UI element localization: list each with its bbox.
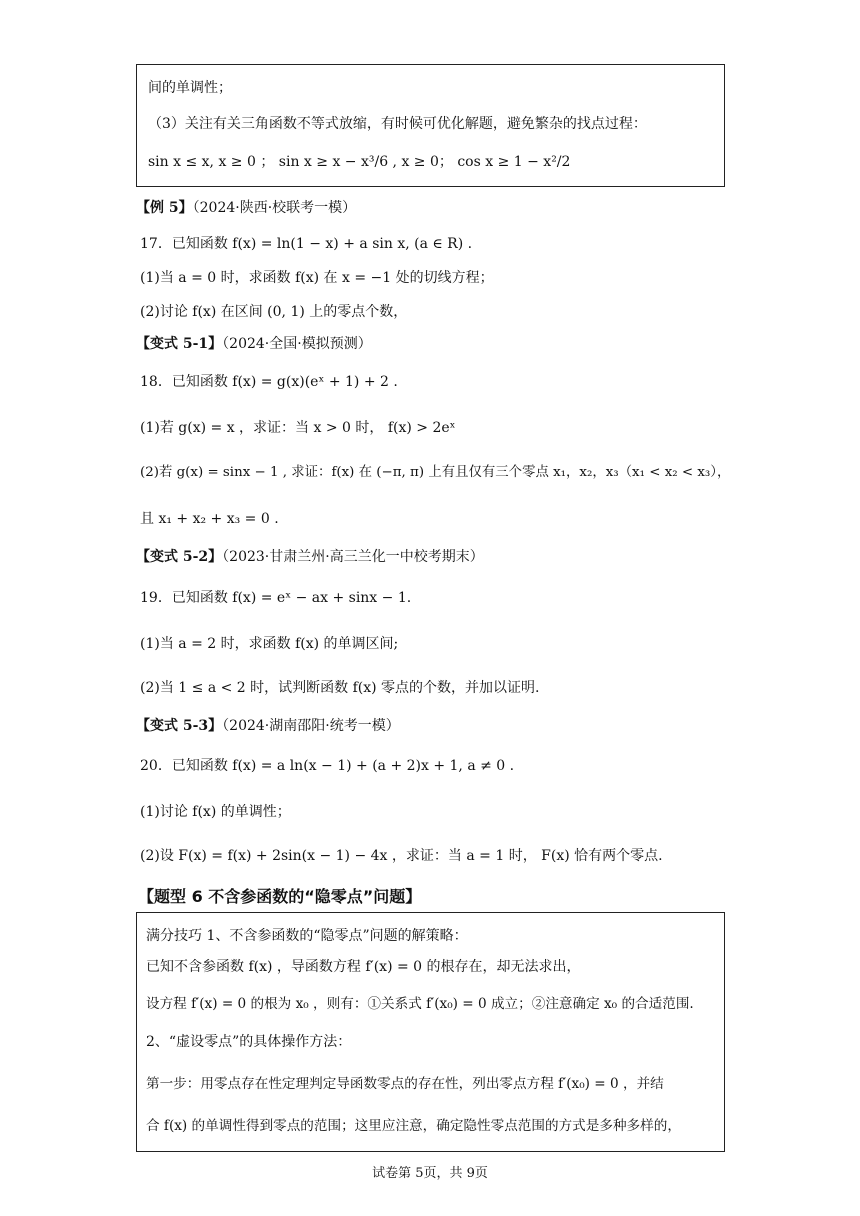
variant-tag: 【变式 5-3】 xyxy=(136,718,223,734)
topic-6-line-1: 满分技巧 1、不含参函数的“隐零点”问题的解策略： xyxy=(146,928,468,944)
example-5-header xyxy=(136,198,356,218)
tips-line-2: （3）关注有关三角函数不等式放缩，有时候可优化解题，避免繁杂的找点过程： xyxy=(148,116,647,132)
question-18-stem xyxy=(140,372,398,392)
topic-6-line-4: 2、“虚设零点”的具体操作方法： xyxy=(146,1034,352,1050)
question-17-part-2: (2)讨论 f(x) 在区间 (0, 1) 上的零点个数， xyxy=(140,304,408,320)
question-19-stem xyxy=(140,588,411,608)
tips-line-1: 间的单调性； xyxy=(148,80,232,96)
question-19-part-1: (1)当 a = 2 时，求函数 f(x) 的单调区间; xyxy=(140,636,399,652)
question-number: 19． xyxy=(140,590,172,606)
variant-source: （2023·甘肃兰州·高三兰化一中校考期末） xyxy=(222,549,484,565)
variant-source: （2024·湖南邵阳·统考一模） xyxy=(222,718,400,734)
question-18-part-2-cont: 且 x₁ + x₂ + x₃ = 0 . xyxy=(140,511,279,527)
topic-6-line-3: 设方程 f′(x) = 0 的根为 x₀ ，则有：①关系式 f′(x₀) = 0 成立；②注意确定 x₀ 的合适范围. xyxy=(146,996,694,1012)
question-20-stem xyxy=(140,756,514,776)
question-text: 已知函数 f(x) = eˣ − ax + sinx − 1. xyxy=(171,590,412,606)
tips-line-3: sin x ≤ x, x ≥ 0 ； sin x ≥ x − x³/6 , x ≥ 0； cos x ≥ 1 − x²/2 xyxy=(148,154,571,170)
question-text: 已知函数 f(x) = ln(1 − x) + a sin x, (a ∈ R) . xyxy=(171,236,473,252)
question-text: 已知函数 f(x) = a ln(x − 1) + (a + 2)x + 1, a ≠ 0 . xyxy=(171,758,515,774)
example-tag: 【例 5】 xyxy=(136,200,193,216)
question-number: 18． xyxy=(140,374,172,390)
question-20-part-2: (2)设 F(x) = f(x) + 2sin(x − 1) − 4x ，求证：当 a = 1 时， F(x) 恰有两个零点. xyxy=(140,848,663,864)
question-17-stem xyxy=(140,234,472,254)
page-footer: 试卷第 5页，共 9页 xyxy=(372,1166,488,1181)
topic-6-line-2: 已知不含参函数 f(x) ，导函数方程 f′(x) = 0 的根存在，却无法求出， xyxy=(146,959,581,975)
question-17-part-1: (1)当 a = 0 时，求函数 f(x) 在 x = −1 处的切线方程； xyxy=(140,270,494,286)
question-18-part-2: (2)若 g(x) = sinx − 1 , 求证：f(x) 在 (−π, π) 上有且仅有三个零点 x₁，x₂，x₃（x₁ < x₂ < x₃）， xyxy=(140,465,731,480)
variant-tag: 【变式 5-1】 xyxy=(136,336,223,352)
variant-5-1-header xyxy=(136,334,372,354)
question-20-part-1: (1)讨论 f(x) 的单调性； xyxy=(140,804,291,820)
example-source: （2024·陕西·校联考一模） xyxy=(192,200,357,216)
topic-6-heading: 【题型 6 不含参函数的“隐零点”问题】 xyxy=(138,887,422,906)
variant-5-3-header xyxy=(136,716,400,736)
question-18-part-1: (1)若 g(x) = x ，求证：当 x > 0 时， f(x) > 2eˣ xyxy=(140,420,456,436)
question-19-part-2: (2)当 1 ≤ a < 2 时，试判断函数 f(x) 零点的个数，并加以证明. xyxy=(140,680,540,696)
topic-6-line-6: 合 f(x) 的单调性得到零点的范围；这里应注意，确定隐性零点范围的方式是多种多样的， xyxy=(146,1118,681,1134)
question-number: 20． xyxy=(140,758,172,774)
variant-source: （2024·全国·模拟预测） xyxy=(222,336,372,352)
question-text: 已知函数 f(x) = g(x)(eˣ + 1) + 2 . xyxy=(171,374,398,390)
question-number: 17． xyxy=(140,236,172,252)
variant-5-2-header xyxy=(136,547,484,567)
variant-tag: 【变式 5-2】 xyxy=(136,549,223,565)
topic-6-line-5: 第一步：用零点存在性定理判定导函数零点的存在性，列出零点方程 f′(x₀) = 0 ，并结 xyxy=(146,1076,664,1092)
